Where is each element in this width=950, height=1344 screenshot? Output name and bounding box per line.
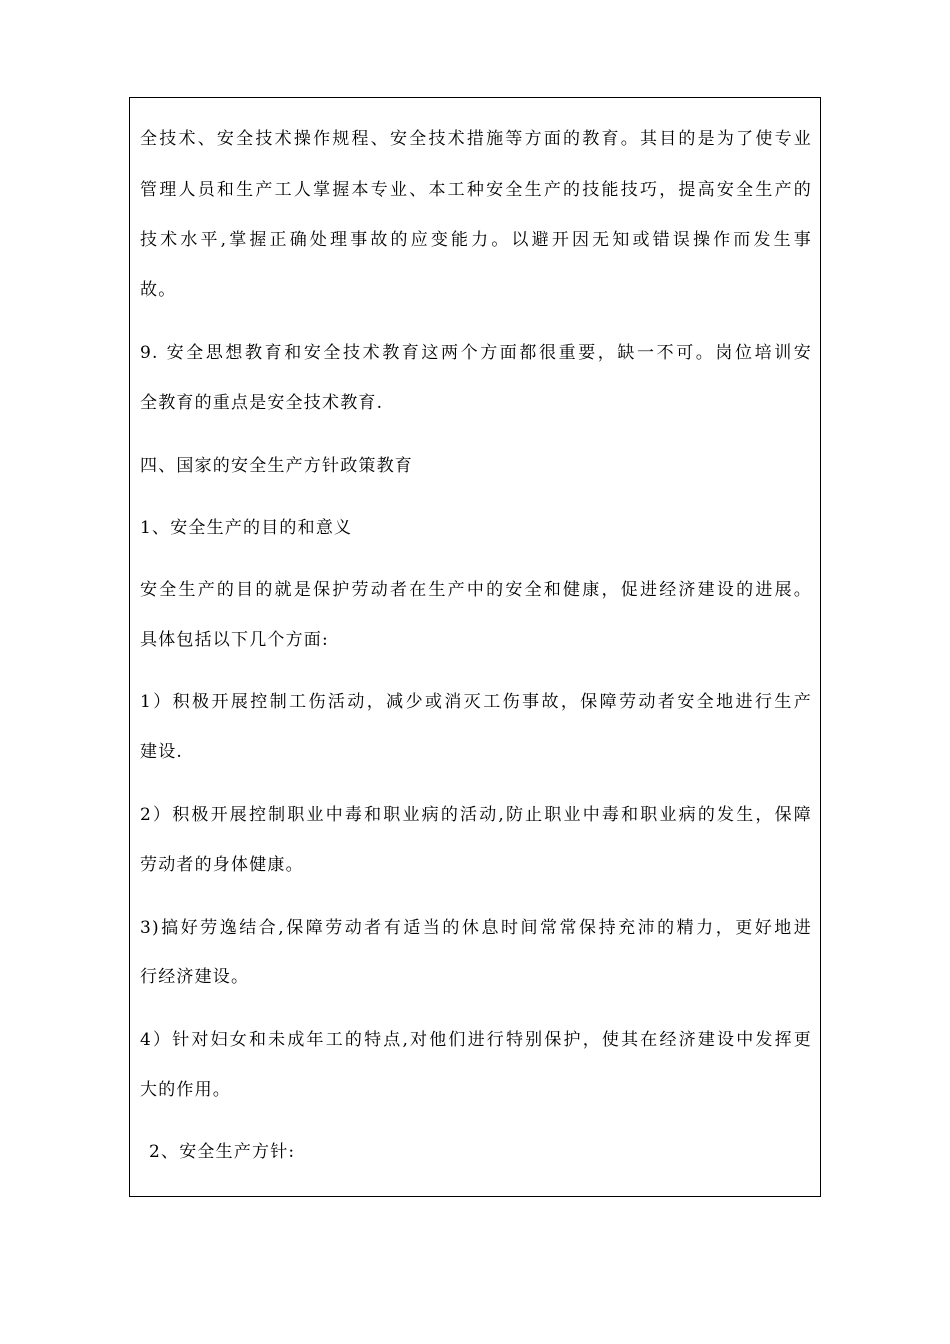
- list-item-line: 4）针对妇女和未成年工的特点,对他们进行特别保护，使其在经济建设中发挥更: [140, 1030, 812, 1050]
- list-item-line: 2）积极开展控制职业中毒和职业病的活动,防止职业中毒和职业病的发生，保障: [140, 805, 812, 825]
- paragraph-line: 全教育的重点是安全技术教育.: [140, 393, 384, 413]
- document-body: [140, 98, 812, 1196]
- paragraph-line: 9. 安全思想教育和安全技术教育这两个方面都很重要，缺一不可。岗位培训安: [140, 343, 812, 363]
- paragraph-line: 故。: [140, 280, 177, 300]
- subsection-heading: 1、安全生产的目的和意义: [140, 518, 353, 538]
- list-item-line: 大的作用。: [140, 1080, 231, 1100]
- paragraph-line: 安全生产的目的就是保护劳动者在生产中的安全和健康，促进经济建设的进展。: [140, 580, 812, 600]
- paragraph-line: 具体包括以下几个方面:: [140, 630, 329, 650]
- list-item-line: 行经济建设。: [140, 967, 250, 987]
- list-item-line: 1）积极开展控制工伤活动，减少或消灭工伤事故，保障劳动者安全地进行生产: [140, 692, 812, 712]
- list-item-line: 建设.: [140, 742, 184, 762]
- section-heading: 四、国家的安全生产方针政策教育: [140, 456, 413, 476]
- paragraph-line: 管理人员和生产工人掌握本专业、本工种安全生产的技能技巧，提高安全生产的: [140, 180, 812, 200]
- paragraph-line: 全技术、安全技术操作规程、安全技术措施等方面的教育。其目的是为了使专业: [140, 129, 812, 149]
- paragraph-line: 技术水平,掌握正确处理事故的应变能力。以避开因无知或错误操作而发生事: [140, 230, 812, 250]
- list-item-line: 劳动者的身体健康。: [140, 855, 304, 875]
- list-item-line: 3)搞好劳逸结合,保障劳动者有适当的休息时间常常保持充沛的精力，更好地进: [140, 918, 812, 938]
- subsection-heading: 2、安全生产方针:: [149, 1142, 296, 1162]
- document-frame: [129, 97, 821, 1197]
